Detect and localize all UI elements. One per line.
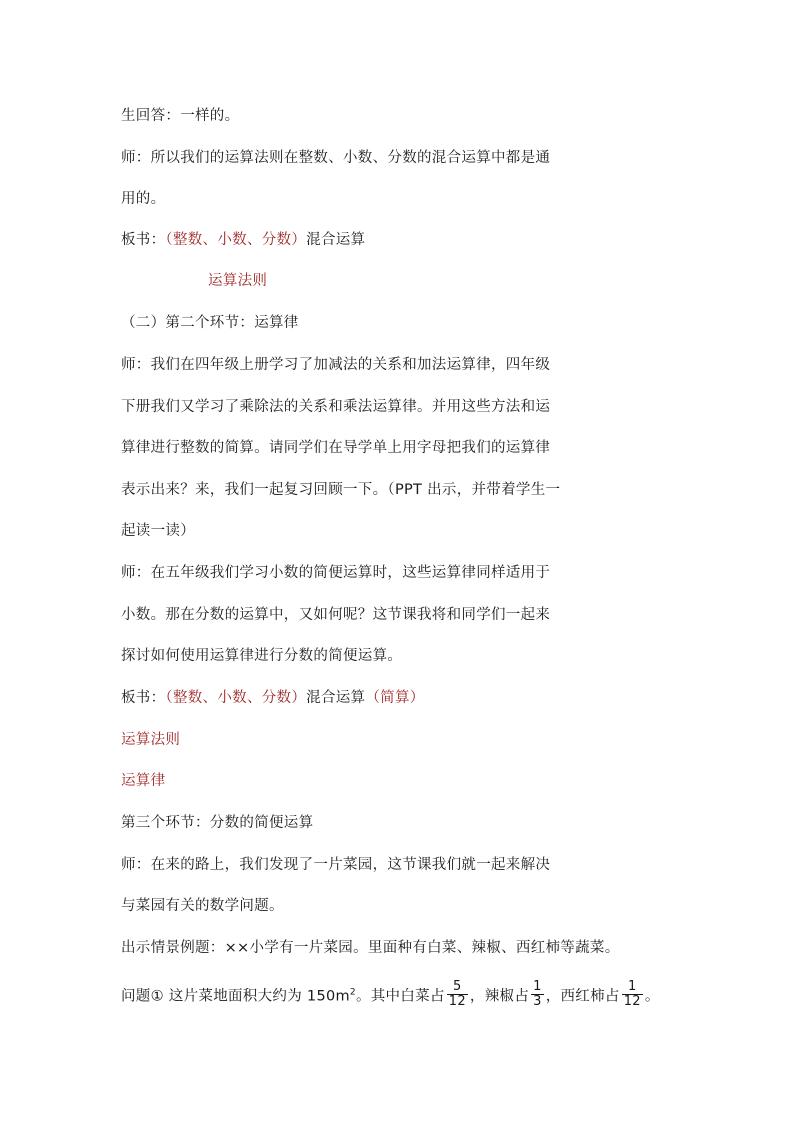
paragraph-teacher-1: 师：所以我们的运算法则在整数、小数、分数的混合运算中都是通 <box>121 150 551 166</box>
question-text: 。其中白菜占 <box>355 988 445 1005</box>
fraction-numerator: 5 <box>453 979 462 994</box>
section-heading-3: 第三个环节：分数的简便运算 <box>121 815 314 831</box>
paragraph-teacher-4: 师：在来的路上，我们发现了一片菜园，这节课我们就一起来解决 <box>121 857 551 873</box>
fraction-denominator: 12 <box>448 994 466 1009</box>
board-note-2-law: 运算律 <box>121 773 166 789</box>
paragraph-teacher-1-cont: 用的。 <box>121 191 166 207</box>
paragraph-teacher-3: 师：在五年级我们学习小数的简便运算时，这些运算律同样适用于 <box>121 565 551 581</box>
board-highlight: （整数、小数、分数） <box>165 232 307 248</box>
fraction-tomato <box>622 980 643 1009</box>
paragraph-teacher-2-cont4: 起读一读） <box>121 523 195 539</box>
fraction-cabbage <box>447 980 468 1009</box>
paragraph-teacher-2: 师：我们在四年级上册学习了加减法的关系和加法运算律，四年级 <box>121 357 551 373</box>
question-text: ，辣椒占 <box>469 988 530 1005</box>
board-text: 混合运算 <box>306 690 366 706</box>
board-note-1 <box>121 230 365 250</box>
fraction-pepper <box>531 980 544 1009</box>
board-highlight: （整数、小数、分数） <box>165 690 307 706</box>
board-note-1-rule: 运算法则 <box>208 273 268 289</box>
section-heading-2: （二）第二个环节：运算律 <box>121 315 299 331</box>
question-1 <box>121 979 660 1011</box>
board-label: 板书： <box>121 232 166 248</box>
question-text: 。 <box>644 988 660 1005</box>
area-unit-exponent: 2 <box>349 987 356 998</box>
board-note-2 <box>121 688 425 708</box>
paragraph-teacher-3-cont1: 小数。那在分数的运算中，又如何呢？这节课我将和同学们一起来 <box>121 607 551 623</box>
paragraph-student-answer: 生回答：一样的。 <box>121 108 240 124</box>
fraction-numerator: 1 <box>627 979 637 994</box>
fraction-numerator: 1 <box>533 979 542 994</box>
paragraph-teacher-2-cont1: 下册我们又学习了乘除法的关系和乘法运算律。并用这些方法和运 <box>121 399 551 415</box>
fraction-denominator: 12 <box>623 994 641 1009</box>
board-note-2-rule: 运算法则 <box>121 732 181 748</box>
board-text: 混合运算 <box>306 232 366 248</box>
board-highlight-simplify: （简算） <box>365 690 425 706</box>
board-label: 板书： <box>121 690 166 706</box>
question-text: 问题① 这片菜地面积大约为 150m <box>121 988 350 1005</box>
example-intro: 出示情景例题：××小学有一片菜园。里面种有白菜、辣椒、西红柿等蔬菜。 <box>121 940 620 956</box>
paragraph-teacher-4-cont: 与菜园有关的数学问题。 <box>121 898 284 914</box>
fraction-denominator: 3 <box>533 994 542 1009</box>
paragraph-teacher-2-cont3: 表示出来？来，我们一起复习回顾一下。（PPT 出示，并带着学生一 <box>121 482 561 498</box>
question-text: ，西红柿占 <box>545 988 620 1005</box>
paragraph-teacher-2-cont2: 算律进行整数的简算。请同学们在导学单上用字母把我们的运算律 <box>121 440 551 456</box>
paragraph-teacher-3-cont2: 探讨如何使用运算律进行分数的简便运算。 <box>121 648 403 664</box>
